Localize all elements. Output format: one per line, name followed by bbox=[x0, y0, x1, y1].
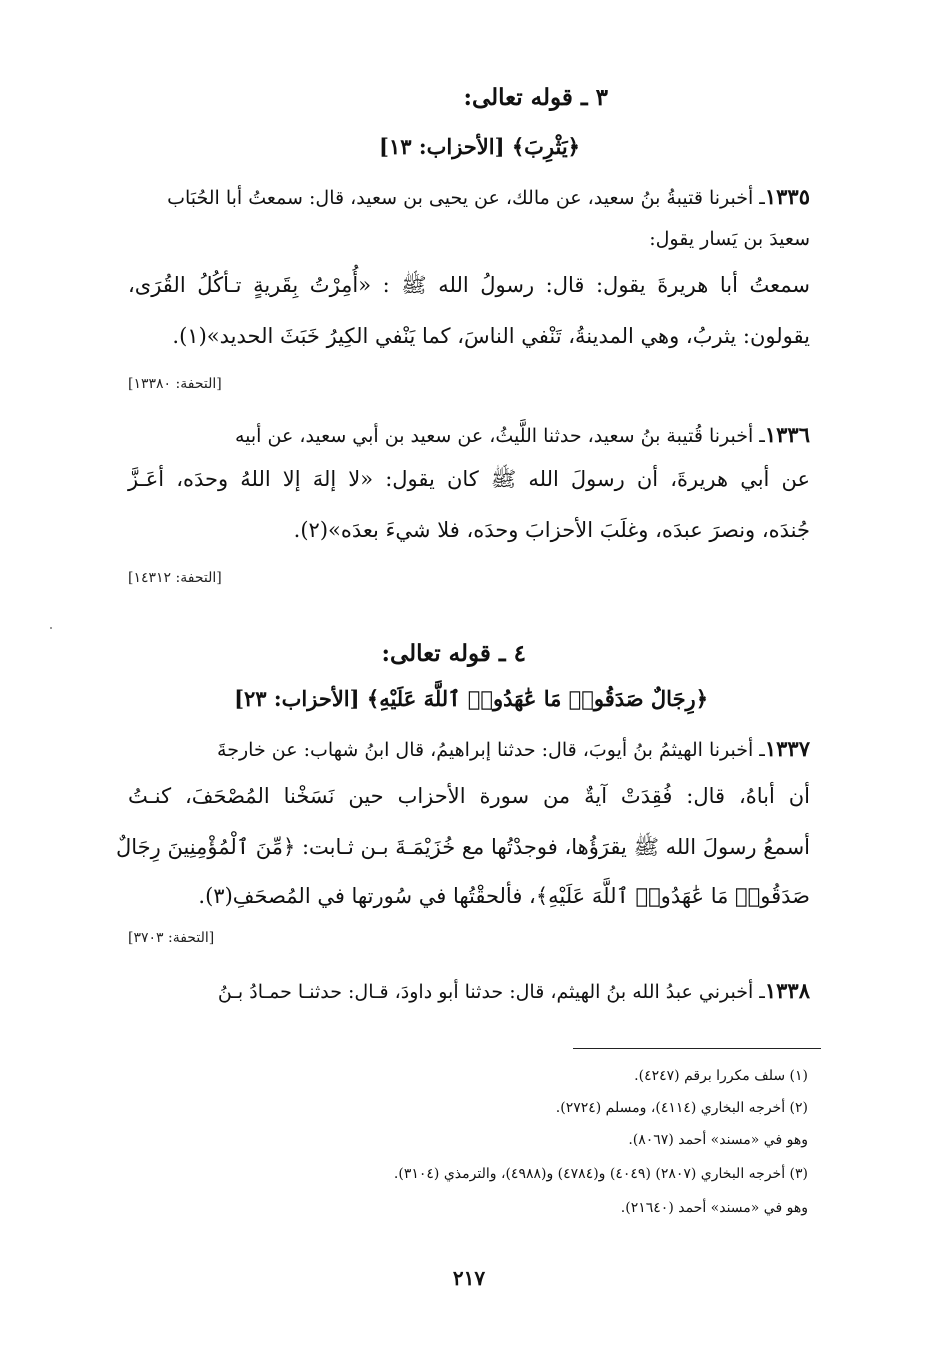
hadith-1336-line-3: جُندَه، ونصرَ عبدَه، وغلَبَ الأحزابَ وحدَه، فلا شيءَ بعدَه»(٢). bbox=[293, 518, 810, 542]
footnote-2-cont: وهو في «مسند» أحمد (٨٠٦٧). bbox=[628, 1132, 808, 1148]
scan-speck bbox=[50, 627, 52, 629]
hadith-1336-line-1: ١٣٣٦ـ أخبرنا قُتيبة بنُ سعيد، حدثنا اللَّيثُ، عن سعيد بن أبي سعيد، عن أبيه bbox=[234, 422, 810, 447]
footnote-1: (١) سلف مكررا برقم (٤٢٤٧). bbox=[634, 1068, 808, 1084]
hadith-1337-line-4: صَدَقُوا۟ مَا عَٰهَدُوا۟ ٱللَّهَ عَلَيْهِ﴾، فألحقْتُها في سُورتها في المُصحَفِ(٣). bbox=[198, 884, 810, 908]
section-3-heading: ٣ ـ قوله تعالى: bbox=[463, 84, 608, 111]
hadith-1337-line-2: أن أباهُ، قال: فُقِدَتْ آيةٌ من سورة الأحزاب حين نَسَخْنا المُصْحَفَ، كنـتُ bbox=[128, 784, 810, 808]
footnote-separator bbox=[573, 1048, 821, 1049]
page-number: ٢١٧ bbox=[452, 1266, 486, 1290]
hadith-1335-line-4: يقولون: يثربُ، وهي المدينةُ، تَنْفي الناسَ، كما يَنْفي الكِيرُ خَبَثَ الحديد»(١). bbox=[172, 324, 810, 348]
footnote-2: (٢) أخرجه البخاري (٤١١٤)، ومسلم (٢٧٢٤). bbox=[555, 1100, 808, 1116]
tuhfa-ref-1337: [التحفة: ٣٧٠٣] bbox=[128, 930, 215, 946]
section-4-heading: ٤ ـ قوله تعالى: bbox=[381, 640, 526, 667]
hadith-1337-line-1: ١٣٣٧ـ أخبرنا الهيثمُ بنُ أيوبَ، قال: حدثنا إبراهيمُ، قال ابنُ شهاب: عن خارجةَ bbox=[217, 736, 810, 761]
hadith-1337-line-3: أسمعُ رسولَ الله ﷺ يقرَؤُها، فوجدْتُها مع خُزَيْمَـةَ بـن ثـابت: ﴿مِّنَ ٱلْمُؤْمِنِينَ رِجَالٌ bbox=[116, 835, 810, 859]
hadith-1338-line-1: ١٣٣٨ـ أخبرني عبدُ الله بنُ الهيثم، قال: حدثنا أبو داودَ، قـال: حدثنـا حمـادُ بـنُ bbox=[217, 978, 810, 1003]
footnote-3: (٣) أخرجه البخاري (٢٨٠٧) (٤٠٤٩) و(٤٧٨٤) و(٤٩٨٨)، والترمذي (٣١٠٤). bbox=[393, 1166, 808, 1182]
hadith-1335-line-1: ١٣٣٥ـ أخبرنا قتيبةُ بنُ سعيد، عن مالك، عن يحيى بن سعيد، قال: سمعتُ أبا الحُبَاب bbox=[167, 184, 810, 209]
hadith-1336-line-2: عن أبي هريرةَ، أن رسولَ الله ﷺ كان يقول: «لا إلهَ إلا اللهُ وحدَه، أعَـزَّ bbox=[128, 467, 810, 491]
section-4-verse: ﴿رِجَالٌ صَدَقُوا۟ مَا عَٰهَدُوا۟ ٱللَّهَ عَلَيْهِ﴾ [الأحزاب: ٢٣] bbox=[234, 686, 708, 711]
section-3-verse: ﴿يَثْرِبَ﴾ [الأحزاب: ١٣] bbox=[379, 134, 580, 159]
footnote-3-cont: وهو في «مسند» أحمد (٢١٦٤٠). bbox=[620, 1200, 808, 1216]
tuhfa-ref-1336: [التحفة: ١٤٣١٢] bbox=[128, 570, 222, 586]
tuhfa-ref-1335: [التحفة: ١٣٣٨٠] bbox=[128, 376, 222, 392]
hadith-1335-line-3: سمعتُ أبا هريرةَ يقول: قال: رسولُ الله ﷺ : «أُمِرْتُ بِقَريةٍ تـأكُلُ القُرَى، bbox=[128, 273, 810, 297]
hadith-1335-line-2: سعيدَ بن يَسار يقول: bbox=[649, 228, 810, 250]
